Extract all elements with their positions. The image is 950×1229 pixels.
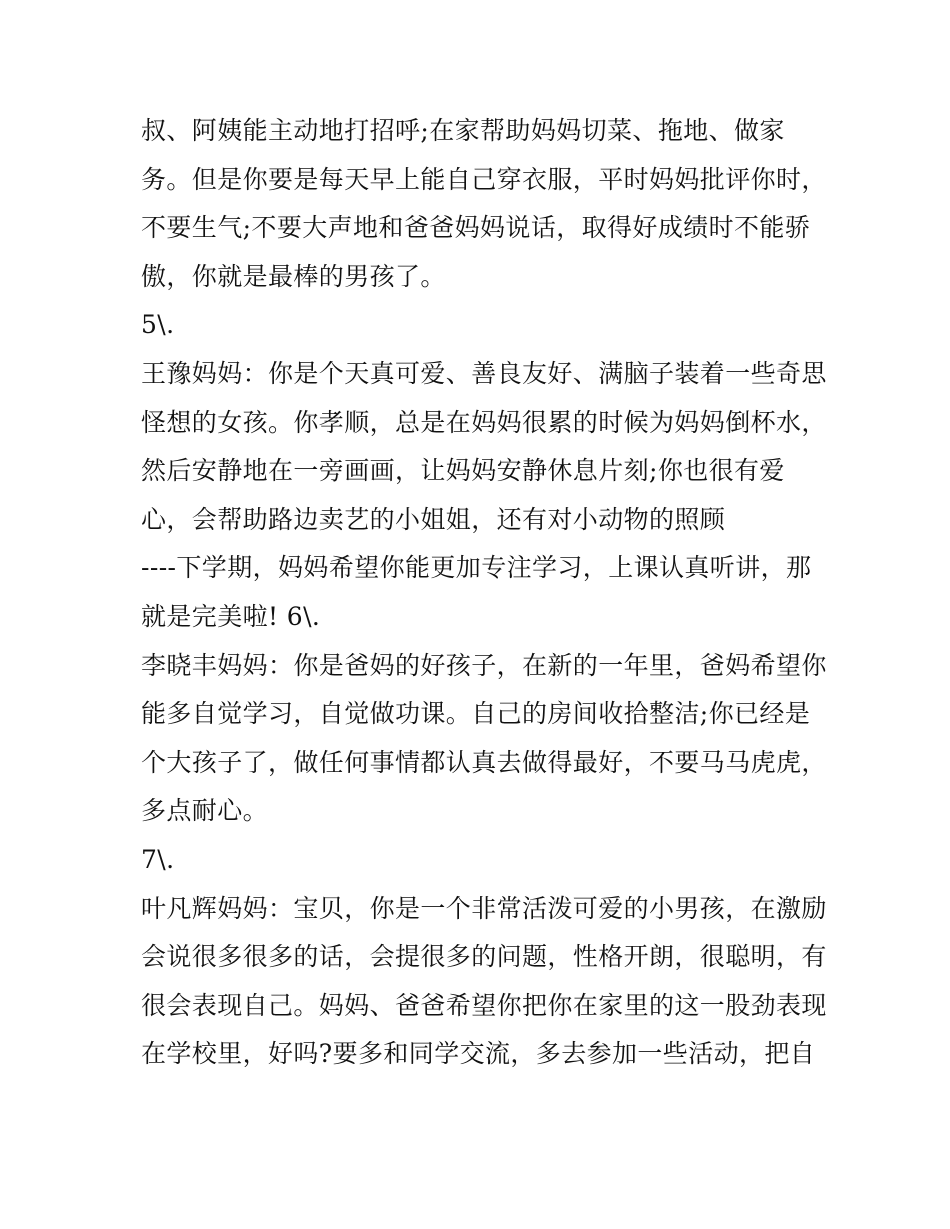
text-line: 怪想的女孩。你孝顺，总是在妈妈很累的时候为妈妈倒杯水， <box>141 407 827 437</box>
text-line: 多点耐心。 <box>141 796 269 826</box>
text-line: 然后安静地在一旁画画，让妈妈安静休息片刻;你也很有爱 <box>141 456 785 486</box>
text-line: 李晓丰妈妈：你是爸妈的好孩子，在新的一年里，爸妈希望你 <box>141 650 827 680</box>
text-line: 不要生气;不要大声地和爸爸妈妈说话，取得好成绩时不能骄 <box>141 213 811 243</box>
text-line: 个大孩子了，做任何事情都认真去做得最好，不要马马虎虎， <box>141 747 827 777</box>
text-line: 在学校里，好吗?要多和同学交流，多去参加一些活动，把自 <box>141 1039 816 1069</box>
text-line: 会说很多很多的话，会提很多的问题，性格开朗，很聪明，有 <box>141 942 827 972</box>
text-line: ----下学期，妈妈希望你能更加专注学习，上课认真听讲，那 <box>141 553 812 583</box>
text-line: 叔、阿姨能主动地打招呼;在家帮助妈妈切菜、拖地、做家 <box>141 116 785 145</box>
text-line: 很会表现自己。妈妈、爸爸希望你把你在家里的这一股劲表现 <box>141 990 827 1020</box>
text-line: 就是完美啦! 6\. <box>141 601 321 631</box>
section-number: 5\. <box>141 310 175 340</box>
text-line: 傲，你就是最棒的男孩了。 <box>141 261 446 291</box>
text-line: 心，会帮助路边卖艺的小姐姐，还有对小动物的照顾 <box>141 504 726 534</box>
document-body <box>141 107 841 1079</box>
text-line: 务。但是你要是每天早上能自己穿衣服，平时妈妈批评你时， <box>141 164 827 194</box>
text-line: 王豫妈妈：你是个天真可爱、善良友好、满脑子装着一些奇思 <box>141 358 827 388</box>
section-number: 7\. <box>141 844 175 874</box>
text-line: 能多自觉学习，自觉做功课。自己的房间收拾整洁;你已经是 <box>141 699 811 729</box>
text-line: 叶凡辉妈妈：宝贝，你是一个非常活泼可爱的小男孩，在激励 <box>141 893 827 923</box>
